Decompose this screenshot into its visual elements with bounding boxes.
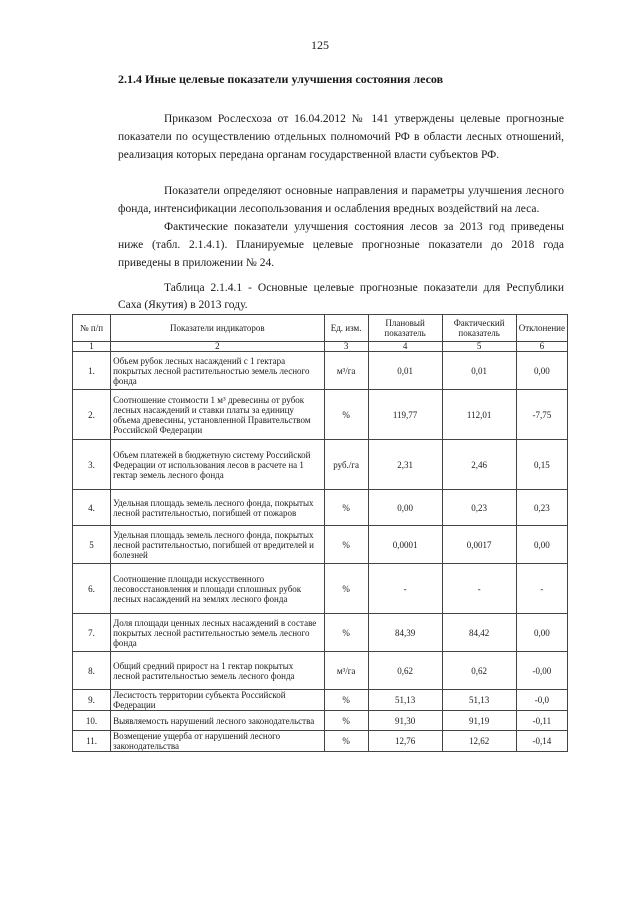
fact-value: 51,13 — [442, 690, 516, 711]
fact-value: 0,01 — [442, 352, 516, 390]
indicator-name: Соотношение стоимости 1 м³ древесины от рубок лесных насаждений и ставки платы за единицу объема древесины, установленной Правительством Российской Федерации — [111, 390, 324, 440]
indicator-name: Общий средний прирост на 1 гектар покрытых лесной растительностью земель лесного фонда — [111, 652, 324, 690]
table-row — [73, 711, 568, 731]
column-number: 5 — [442, 342, 516, 352]
fact-value: 2,46 — [442, 440, 516, 490]
table-row — [73, 731, 568, 752]
table-row — [73, 652, 568, 690]
indicators-table — [72, 314, 568, 752]
deviation-value: 0,00 — [516, 352, 567, 390]
row-number: 11. — [73, 731, 111, 752]
column-number: 1 — [73, 342, 111, 352]
row-number: 9. — [73, 690, 111, 711]
table-row — [73, 440, 568, 490]
paragraph-1: Приказом Рослесхоза от 16.04.2012 № 141 утверждены целевые прогнозные показатели по осуществлению отдельных полномочий РФ в области лесных отношений, реализация которых передана органам государственной власти субъектов РФ. — [118, 113, 564, 161]
page-number: 125 — [311, 38, 329, 52]
table-row — [73, 352, 568, 390]
row-number: 2. — [73, 390, 111, 440]
unit-cell: % — [324, 614, 368, 652]
section-heading: 2.1.4 Иные целевые показатели улучшения состояния лесов — [118, 72, 444, 86]
indicator-name: Удельная площадь земель лесного фонда, покрытых лесной растительностью, погибшей от вредителей и болезней — [111, 526, 324, 564]
plan-value: - — [368, 564, 442, 614]
paragraph-2: Показатели определяют основные направления и параметры улучшения лесного фонда, интенсификации лесопользования и ослабления вредных воздействий на леса. — [118, 185, 564, 215]
plan-value: 0,00 — [368, 490, 442, 526]
table-row — [73, 614, 568, 652]
header-plan: Плановый показатель — [368, 315, 442, 342]
row-number: 4. — [73, 490, 111, 526]
indicator-name: Возмещение ущерба от нарушений лесного законодательства — [111, 731, 324, 752]
fact-value: 0,62 — [442, 652, 516, 690]
deviation-value: - — [516, 564, 567, 614]
unit-cell: % — [324, 711, 368, 731]
table-row — [73, 526, 568, 564]
unit-cell: % — [324, 526, 368, 564]
unit-cell: % — [324, 731, 368, 752]
plan-value: 0,62 — [368, 652, 442, 690]
paragraph-3: Фактические показатели улучшения состояния лесов за 2013 год приведены ниже (табл. 2.1.4.1). Планируемые целевые прогнозные показатели до 2018 года приведены в приложении № 24. — [118, 221, 564, 269]
fact-value: 84,42 — [442, 614, 516, 652]
plan-value: 84,39 — [368, 614, 442, 652]
unit-cell: руб./га — [324, 440, 368, 490]
deviation-value: -0,14 — [516, 731, 567, 752]
plan-value: 0,01 — [368, 352, 442, 390]
deviation-value: -0,00 — [516, 652, 567, 690]
table-row — [73, 490, 568, 526]
deviation-value: -0,0 — [516, 690, 567, 711]
indicator-name: Удельная площадь земель лесного фонда, покрытых лесной растительностью, погибшей от пожаров — [111, 490, 324, 526]
header-indicators: Показатели индикаторов — [111, 315, 324, 342]
indicator-name: Лесистость территории субъекта Российской Федерации — [111, 690, 324, 711]
table-header-row — [73, 315, 568, 342]
plan-value: 2,31 — [368, 440, 442, 490]
header-fact: Фактический показатель — [442, 315, 516, 342]
column-number: 3 — [324, 342, 368, 352]
plan-value: 91,30 — [368, 711, 442, 731]
column-number: 2 — [111, 342, 324, 352]
row-number: 1. — [73, 352, 111, 390]
unit-cell: м³/га — [324, 652, 368, 690]
unit-cell: м³/га — [324, 352, 368, 390]
fact-value: 0,0017 — [442, 526, 516, 564]
indicator-name: Соотношение площади искусственного лесовосстановления и площади сплошных рубок лесных насаждений на землях лесного фонда — [111, 564, 324, 614]
indicator-name: Объем рубок лесных насаждений с 1 гектара покрытых лесной растительностью земель лесного фонда — [111, 352, 324, 390]
fact-value: - — [442, 564, 516, 614]
unit-cell: % — [324, 490, 368, 526]
deviation-value: 0,00 — [516, 526, 567, 564]
fact-value: 12,62 — [442, 731, 516, 752]
plan-value: 12,76 — [368, 731, 442, 752]
header-unit: Ед. изм. — [324, 315, 368, 342]
deviation-value: -7,75 — [516, 390, 567, 440]
row-number: 7. — [73, 614, 111, 652]
deviation-value: 0,15 — [516, 440, 567, 490]
fact-value: 0,23 — [442, 490, 516, 526]
fact-value: 112,01 — [442, 390, 516, 440]
row-number: 3. — [73, 440, 111, 490]
indicator-name: Выявляемость нарушений лесного законодательства — [111, 711, 324, 731]
table-row — [73, 390, 568, 440]
deviation-value: 0,00 — [516, 614, 567, 652]
table-row — [73, 564, 568, 614]
row-number: 8. — [73, 652, 111, 690]
table-caption: Таблица 2.1.4.1 - Основные целевые прогнозные показатели для Республики Саха (Якутия) в 2013 году. — [118, 282, 564, 311]
indicator-name: Объем платежей в бюджетную систему Российской Федерации от использования лесов в расчете на 1 гектар земель лесного фонда — [111, 440, 324, 490]
indicator-name: Доля площади ценных лесных насаждений в составе покрытых лесной растительностью земель лесного фонда — [111, 614, 324, 652]
fact-value: 91,19 — [442, 711, 516, 731]
unit-cell: % — [324, 564, 368, 614]
plan-value: 0,0001 — [368, 526, 442, 564]
row-number: 5 — [73, 526, 111, 564]
row-number: 6. — [73, 564, 111, 614]
table-body — [73, 352, 568, 752]
deviation-value: 0,23 — [516, 490, 567, 526]
unit-cell: % — [324, 390, 368, 440]
plan-value: 51,13 — [368, 690, 442, 711]
column-numbers-row — [73, 342, 568, 352]
column-number: 4 — [368, 342, 442, 352]
header-no: № п/п — [73, 315, 111, 342]
unit-cell: % — [324, 690, 368, 711]
deviation-value: -0,11 — [516, 711, 567, 731]
plan-value: 119,77 — [368, 390, 442, 440]
row-number: 10. — [73, 711, 111, 731]
column-number: 6 — [516, 342, 567, 352]
header-deviation: Отклонение — [516, 315, 567, 342]
table-row — [73, 690, 568, 711]
